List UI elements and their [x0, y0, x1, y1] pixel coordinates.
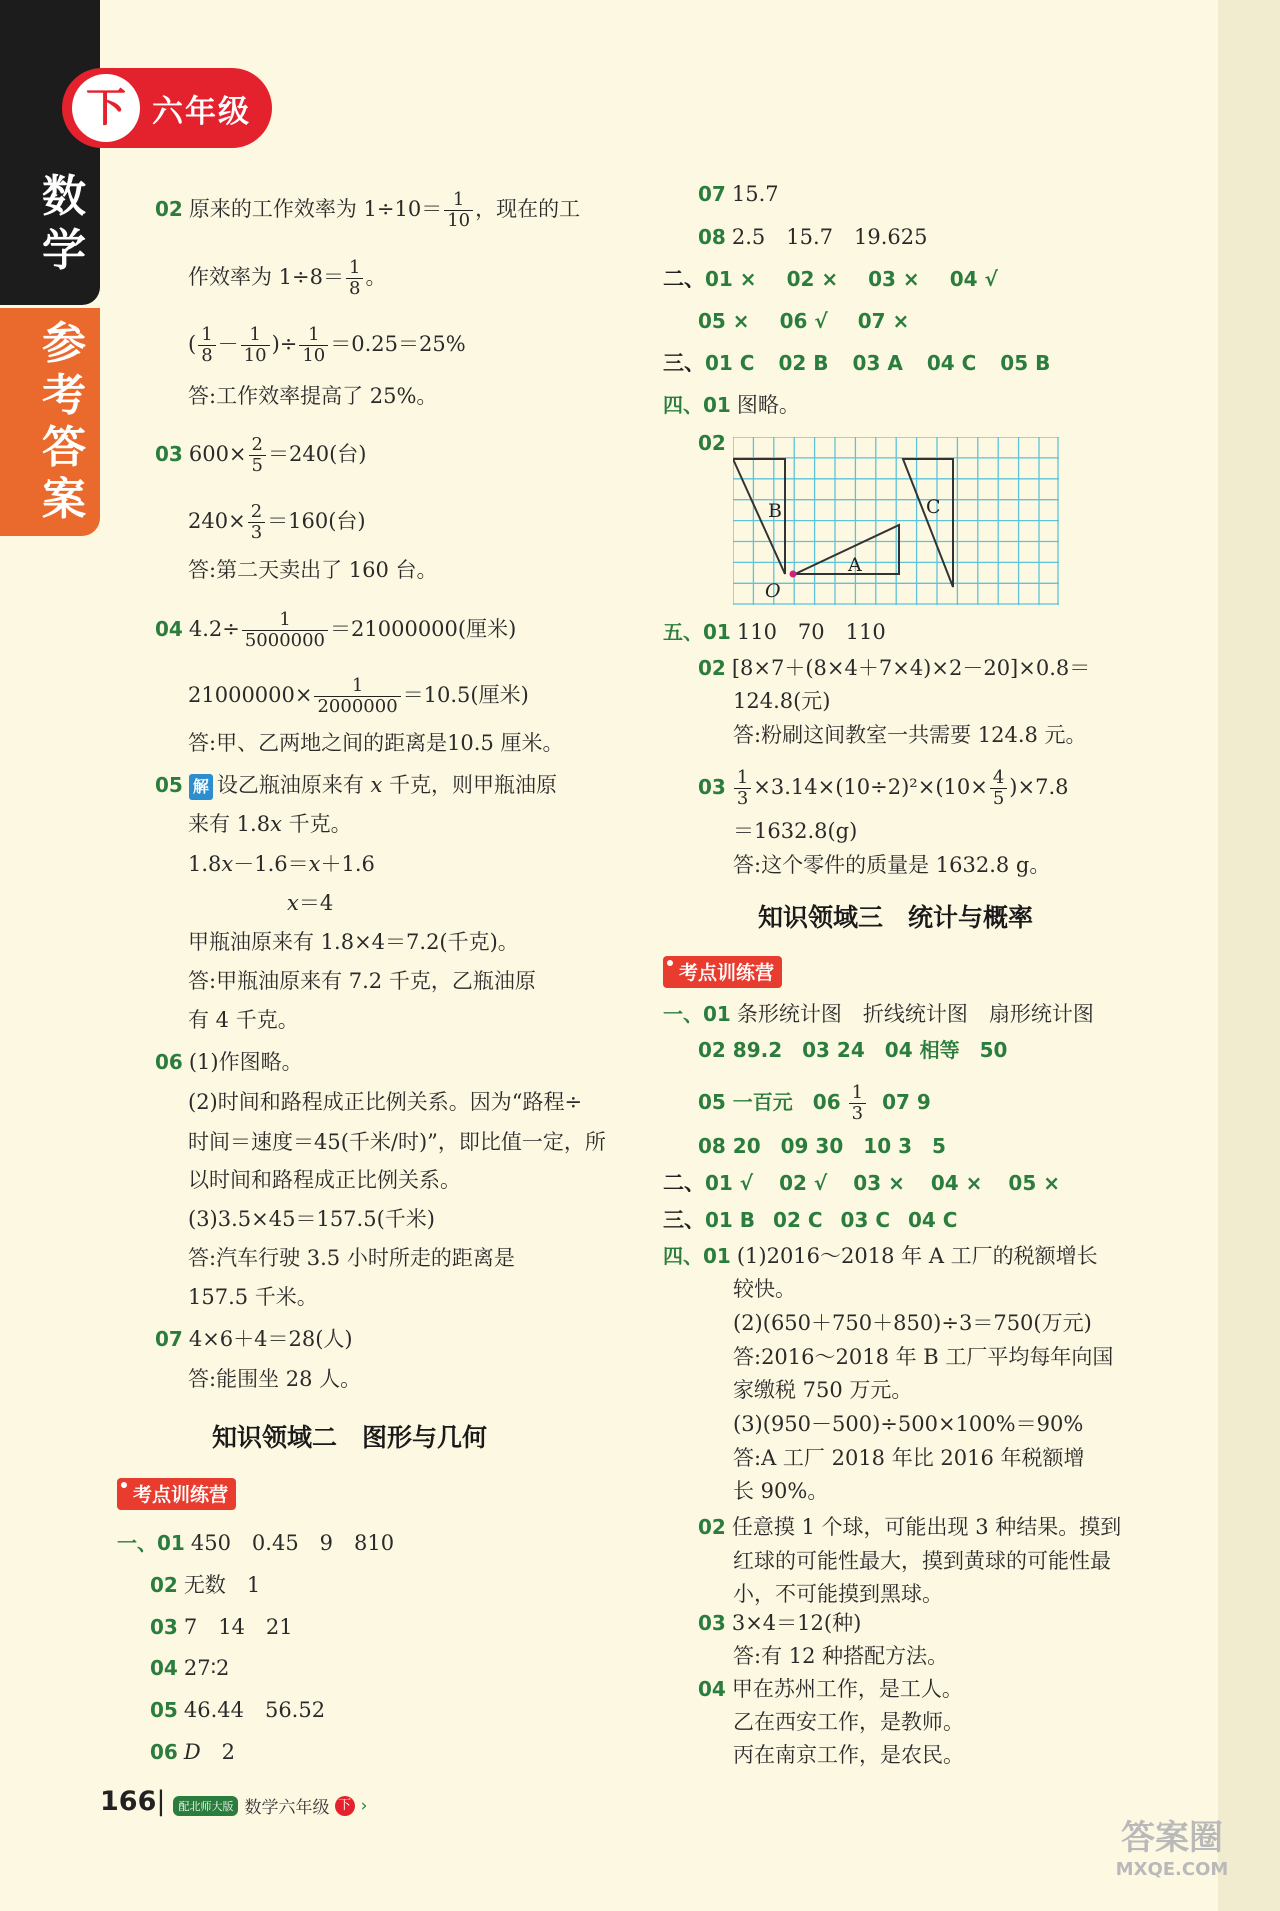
tf-item: 05 × — [1008, 1171, 1060, 1195]
text: 450 0.45 9 810 — [190, 1531, 395, 1555]
fraction — [198, 325, 215, 366]
fraction — [346, 258, 363, 299]
q05-line: 𝑥＝4 — [287, 891, 334, 915]
q06-line: 以时间和路程成正比例关系。 — [188, 1168, 461, 1192]
item: 06 — [812, 1090, 841, 1114]
mc-item: 04 C — [908, 1208, 958, 1232]
text: 条形统计图 折线统计图 扇形统计图 — [736, 1002, 1094, 1026]
footer-badge: 下 — [335, 1796, 355, 1816]
r-row — [698, 181, 779, 207]
text: 甲在苏州工作，是工人。 — [731, 1677, 963, 1701]
s3-p1-row2 — [698, 1037, 1013, 1063]
denominator: 10 — [243, 345, 267, 366]
part5-line: 答:这个零件的质量是 1632.8 g。 — [733, 853, 1051, 877]
s3-line: 答:A 工厂 2018 年比 2016 年税额增 — [733, 1446, 1085, 1470]
tf-item: 01 √ — [705, 1171, 754, 1195]
item: 05 一百元 — [698, 1090, 793, 1114]
r-row — [698, 224, 927, 250]
q-number: 05 — [150, 1698, 178, 1722]
p1-row — [150, 1572, 260, 1598]
text: 15.7 — [731, 182, 779, 206]
text: ×3.14×(10÷2)²×(10× — [753, 775, 988, 799]
s3-p4-q02 — [698, 1514, 1121, 1540]
section-char: 答 — [42, 422, 86, 473]
part-label: 三、 — [663, 1208, 705, 1232]
s3-p1-row3 — [698, 1083, 937, 1124]
section-label — [36, 318, 92, 526]
grid-figure — [733, 437, 1059, 605]
part5-q02 — [698, 655, 1090, 681]
text: 作效率为 1÷8＝ — [188, 265, 344, 289]
s3-p1-row4 — [698, 1133, 952, 1159]
part-label: 三、 — [663, 351, 705, 375]
label-o: O — [765, 580, 781, 602]
q-number: 一、01 — [117, 1531, 185, 1555]
numerator: 1 — [849, 1083, 866, 1104]
part4-row — [663, 392, 800, 418]
q04-line1 — [155, 610, 516, 651]
fraction — [242, 610, 328, 651]
part5-line: 答:粉刷这间教室一共需要 124.8 元。 — [733, 723, 1087, 747]
item: 10 3 5 — [863, 1134, 946, 1158]
q-number: 四、01 — [663, 1244, 731, 1268]
q05-line: 来有 1.8𝑥 千克。 — [188, 812, 352, 836]
part5-line: ＝1632.8(g) — [733, 819, 858, 843]
q02-answer: 答:工作效率提高了 25%。 — [188, 384, 438, 408]
triangle-a — [795, 525, 899, 574]
training-tag: 考点训练营 — [117, 1478, 236, 1510]
tf-item: 04 × — [930, 1171, 983, 1195]
q-number: 02 — [698, 431, 726, 455]
q-number: 07 — [698, 182, 726, 206]
text: 4×6＋4＝28(人) — [188, 1327, 353, 1351]
text: 600× — [188, 442, 247, 466]
mc-item: 01 C — [705, 351, 755, 375]
tf-item: 01 × — [705, 267, 757, 291]
text: 7 14 21 — [183, 1615, 293, 1639]
text: 27∶2 — [183, 1656, 230, 1680]
part-label: 四、01 — [663, 393, 731, 417]
q05-line: 甲瓶油原来有 1.8×4＝7.2(千克)。 — [188, 930, 519, 954]
text: 原来的工作效率为 1÷10＝ — [188, 197, 443, 221]
q-number: 07 — [155, 1327, 183, 1351]
subject-label — [36, 170, 92, 278]
q-number: 03 — [698, 775, 726, 799]
mc-item: 05 B — [1000, 351, 1051, 375]
q-number: 03 — [150, 1615, 178, 1639]
numerator: 1 — [346, 258, 363, 279]
s3-p1-row1 — [663, 1001, 1094, 1027]
mc-item: 01 B — [705, 1208, 756, 1232]
text: ＝21000000(厘米) — [330, 617, 517, 641]
s3-p2 — [663, 1170, 1066, 1196]
q-number: 04 — [698, 1677, 726, 1701]
text: ＝160(台) — [267, 509, 366, 533]
s3-p4-q04 — [698, 1676, 963, 1702]
numerator: 1 — [734, 768, 751, 789]
part2-row2 — [698, 308, 915, 334]
solution-tag: 解 — [189, 774, 213, 800]
q03-line2 — [188, 502, 366, 543]
mc-item: 04 C — [926, 351, 977, 375]
part2-row1 — [663, 266, 1004, 292]
q02-line2 — [188, 258, 386, 299]
q-number: 03 — [698, 1611, 726, 1635]
grade-badge: 下 — [72, 74, 140, 142]
denominator: 3 — [736, 788, 749, 809]
item: 03 24 — [802, 1038, 865, 1062]
q05-line: 答:甲瓶油原来有 7.2 千克，乙瓶油原 — [188, 969, 536, 993]
s3-line: 答:2016～2018 年 B 工厂平均每年向国 — [733, 1345, 1114, 1369]
fraction — [734, 768, 751, 809]
section3-title: 知识领域三 统计与概率 — [758, 903, 1034, 932]
numerator: 4 — [990, 768, 1007, 789]
s3-line: 长 90%。 — [733, 1479, 829, 1503]
s3-p4-q03 — [698, 1610, 861, 1636]
q-number: 一、01 — [663, 1002, 731, 1026]
divider: | — [156, 1786, 166, 1817]
q05-line: 1.8𝑥－1.6＝𝑥＋1.6 — [188, 852, 375, 876]
section-char: 考 — [42, 370, 86, 421]
s3-line: 小，不可能摸到黑球。 — [733, 1582, 943, 1606]
tf-item: 05 × — [698, 309, 750, 333]
part-label: 五、01 — [663, 620, 731, 644]
q05-line1 — [155, 772, 557, 800]
q-number: 03 — [155, 442, 183, 466]
subject-char: 学 — [42, 225, 86, 276]
fraction — [990, 768, 1007, 809]
text: 2.5 15.7 19.625 — [731, 225, 928, 249]
watermark-url: MXQE.COM — [1115, 1859, 1229, 1880]
q-number: 02 — [150, 1573, 178, 1597]
q04-answer: 答:甲、乙两地之间的距离是10.5 厘米。 — [188, 731, 564, 755]
denominator: 3 — [250, 522, 263, 543]
numerator: 1 — [242, 610, 328, 631]
text: )÷ — [271, 332, 298, 356]
part5-line: 124.8(元) — [733, 689, 831, 713]
numerator: 2 — [248, 502, 265, 523]
tf-item: 03 × — [868, 267, 920, 291]
s3-line: 丙在南京工作，是农民。 — [733, 1743, 964, 1767]
q-number: 06 — [150, 1740, 178, 1764]
text: 110 70 110 — [736, 620, 886, 644]
p1-row — [150, 1739, 235, 1765]
fraction — [241, 325, 270, 366]
part5-q03 — [698, 768, 1068, 809]
tf-item: 07 × — [857, 309, 910, 333]
q07-line1 — [155, 1326, 353, 1352]
label-a: A — [848, 554, 862, 576]
tf-item: 04 √ — [949, 267, 998, 291]
fraction — [444, 190, 473, 231]
denominator: 10 — [302, 345, 326, 366]
s3-line: 红球的可能性最大，摸到黄球的可能性最 — [733, 1549, 1111, 1573]
item: 09 30 — [780, 1134, 844, 1158]
q02-line1 — [155, 190, 580, 231]
q-number: 02 — [698, 656, 726, 680]
s3-line: 乙在西安工作，是教师。 — [733, 1710, 964, 1734]
denominator: 8 — [349, 278, 361, 299]
text: 无数 1 — [183, 1573, 261, 1597]
q06-line: (3)3.5×45＝157.5(千米) — [188, 1207, 435, 1231]
text: 3×4＝12(种) — [731, 1611, 862, 1635]
section-char: 案 — [42, 474, 86, 525]
tf-item: 06 √ — [779, 309, 828, 333]
text: )×7.8 — [1009, 775, 1069, 799]
text: 任意摸 1 个球，可能出现 3 种结果。摸到 — [731, 1515, 1122, 1539]
numerator: 1 — [314, 676, 400, 697]
text: 图略。 — [736, 393, 800, 417]
numerator: 2 — [249, 435, 266, 456]
training-tag: 考点训练营 — [663, 956, 782, 988]
q06-line: 时间＝速度＝45(千米/时)”，即比值一定，所 — [188, 1130, 606, 1154]
q06-line: (2)时间和路程成正比例关系。因为“路程÷ — [188, 1090, 583, 1114]
watermark — [1102, 1810, 1242, 1880]
point-o — [790, 571, 797, 578]
label-c: C — [926, 496, 941, 518]
s3-line: 答:有 12 种搭配方法。 — [733, 1644, 949, 1668]
page-edge — [1218, 0, 1280, 1911]
text: [8×7＋(8×4＋7×4)×2－20]×0.8＝ — [731, 656, 1091, 680]
q05-line: 有 4 千克。 — [188, 1008, 299, 1032]
text: ( — [188, 332, 197, 356]
mc-item: 03 C — [840, 1208, 891, 1232]
text: 240× — [188, 509, 246, 533]
denominator: 2000000 — [317, 696, 398, 717]
section-char: 参 — [42, 318, 86, 369]
item: 07 9 — [882, 1090, 931, 1114]
part-label: 二、 — [663, 1171, 705, 1195]
s3-line: 较快。 — [733, 1277, 796, 1301]
denominator: 10 — [447, 210, 471, 231]
edition-tag: 配北师大版 — [173, 1796, 238, 1816]
item: 08 20 — [698, 1134, 761, 1158]
q04-line2 — [188, 676, 529, 717]
fraction — [849, 1083, 866, 1124]
part5-row1 — [663, 619, 886, 645]
text: ＝10.5(厘米) — [402, 683, 529, 707]
text: － — [217, 332, 239, 356]
q06-line1 — [155, 1049, 303, 1075]
text: 46.44 56.52 — [183, 1698, 326, 1722]
text: (1)作图略。 — [188, 1050, 303, 1074]
q-number: 05 — [155, 773, 183, 797]
label-b: B — [768, 500, 782, 522]
denominator: 5 — [251, 455, 263, 476]
denominator: 8 — [201, 345, 213, 366]
grade-label: 六年级 — [152, 94, 251, 130]
footer-text: 数学六年级 — [244, 1798, 330, 1818]
s3-line: (3)(950－500)÷500×100%＝90% — [733, 1412, 1084, 1436]
q-number: 06 — [155, 1050, 183, 1074]
p1-row — [150, 1655, 229, 1681]
text: ，现在的工 — [475, 197, 581, 221]
numerator: 1 — [241, 325, 270, 346]
q03-answer: 答:第二天卖出了 160 台。 — [188, 558, 438, 582]
subject-char: 数 — [42, 171, 86, 222]
numerator: 1 — [444, 190, 473, 211]
text: 𝐷 2 — [183, 1740, 236, 1764]
numerator: 1 — [198, 325, 215, 346]
q-number: 04 — [155, 617, 183, 641]
q06-line: 答:汽车行驶 3.5 小时所走的距离是 — [188, 1246, 515, 1270]
q-number: 02 — [698, 1515, 726, 1539]
q-number: 02 — [155, 197, 183, 221]
watermark-logo: 答案圈 — [1121, 1818, 1223, 1858]
tf-item: 03 × — [853, 1171, 905, 1195]
text: (1)2016～2018 年 A 工厂的税额增长 — [736, 1244, 1098, 1268]
part4-q02 — [698, 430, 732, 456]
part-label: 二、 — [663, 267, 705, 291]
s3-line: 家缴税 750 万元。 — [733, 1378, 913, 1402]
text: 21000000× — [188, 683, 313, 707]
denominator: 5000000 — [244, 630, 326, 651]
s3-p4-row1 — [663, 1243, 1098, 1269]
arrow-icon: › — [360, 1795, 368, 1816]
q02-line3 — [188, 325, 466, 366]
fraction — [314, 676, 400, 717]
mc-item: 03 A — [852, 351, 903, 375]
item: 04 相等 50 — [884, 1038, 1008, 1062]
s3-p3 — [663, 1207, 964, 1233]
mc-item: 02 C — [773, 1208, 823, 1232]
section2-title: 知识领域二 图形与几何 — [212, 1423, 488, 1452]
part3-row — [663, 350, 1056, 376]
text: 设乙瓶油原来有 𝑥 千克，则甲瓶油原 — [216, 773, 558, 797]
denominator: 3 — [851, 1103, 864, 1124]
text: 4.2÷ — [188, 617, 240, 641]
mc-item: 02 B — [778, 351, 829, 375]
p1-row — [150, 1697, 325, 1723]
item: 02 89.2 — [698, 1038, 783, 1062]
q07-line: 答:能围坐 28 人。 — [188, 1367, 362, 1391]
q03-line1 — [155, 435, 366, 476]
q-number: 08 — [698, 225, 726, 249]
tf-item: 02 × — [786, 267, 839, 291]
footer — [100, 1786, 367, 1818]
page-number: 166 — [100, 1786, 157, 1817]
denominator: 5 — [992, 788, 1005, 809]
s3-line: (2)(650＋750＋850)÷3＝750(万元) — [733, 1311, 1092, 1335]
fraction — [299, 325, 328, 366]
q-number: 04 — [150, 1656, 178, 1680]
text: 。 — [365, 265, 387, 289]
p1-row — [150, 1614, 293, 1640]
q06-line: 157.5 千米。 — [188, 1285, 318, 1309]
text: ＝240(台) — [267, 442, 367, 466]
fraction — [249, 435, 266, 476]
fraction — [248, 502, 265, 543]
numerator: 1 — [299, 325, 328, 346]
tf-item: 02 √ — [779, 1171, 828, 1195]
p1-row — [117, 1530, 394, 1556]
text: ＝0.25＝25% — [330, 332, 466, 356]
